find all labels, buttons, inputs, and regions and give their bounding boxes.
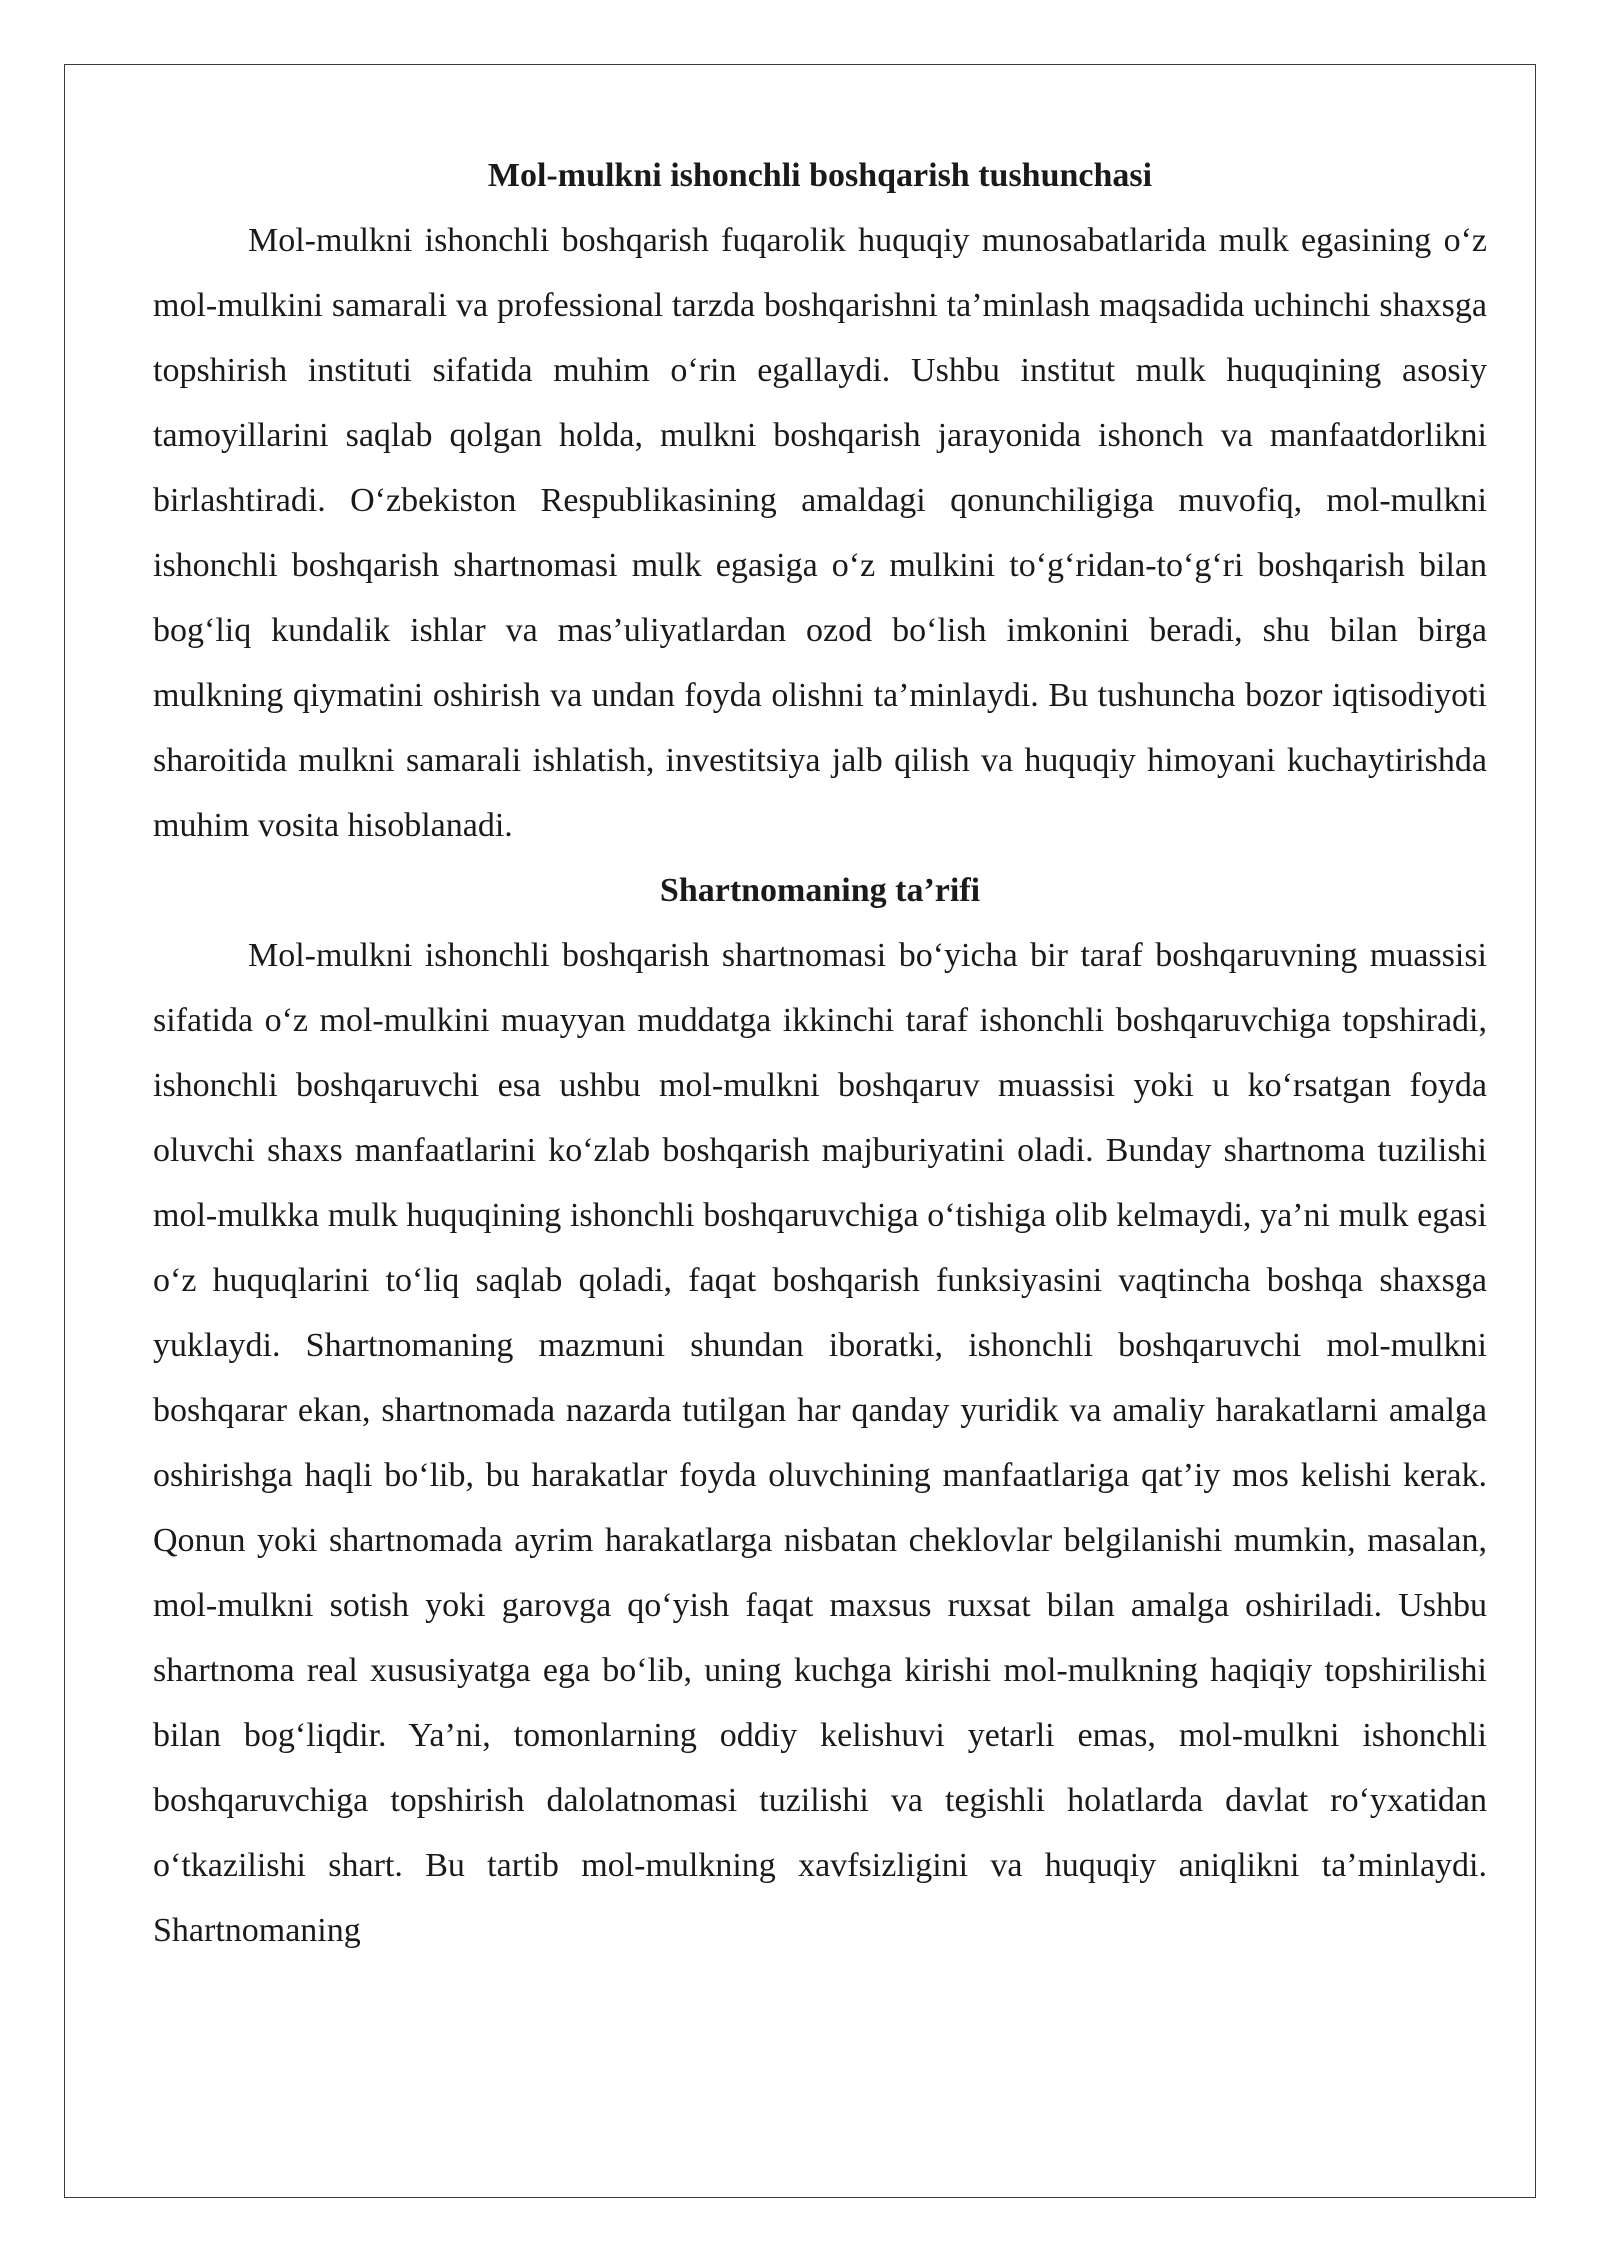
document-body bbox=[153, 143, 1487, 1963]
section-heading-concept: Mol-mulkni ishonchli boshqarish tushunchasi bbox=[487, 157, 1153, 194]
paragraph-definition: Mol-mulkni ishonchli boshqarish shartnomasi bo‘yicha bir taraf boshqaruvning muassisi sifatida o‘z mol-mulkini muayyan muddatga ikkinchi taraf ishonchli boshqaruvchiga topshiradi, ishonchli boshqaruvchi esa ushbu mol-mulkni boshqaruv muassisi yoki u ko‘rsatgan foyda oluvchi shaxs manfaatlarini ko‘zlab boshqarish majburiyatini oladi. Bunday shartnoma tuzilishi mol-mulkka mulk huquqining ishonchli boshqaruvchiga o‘tishiga olib kelmaydi, ya’ni mulk egasi o‘z huquqlarini to‘liq saqlab qoladi, faqat boshqarish funksiyasini vaqtincha boshqa shaxsga yuklaydi. Shartnomaning mazmuni shundan iboratki, ishonchli boshqaruvchi mol-mulkni boshqarar ekan, shartnomada nazarda tutilgan har qanday yuridik va amaliy harakatlarni amalga oshirishga haqli bo‘lib, bu harakatlar foyda oluvchining manfaatlariga qat’iy mos kelishi kerak. Qonun yoki shartnomada ayrim harakatlarga nisbatan cheklovlar belgilanishi mumkin, masalan, mol-mulkni sotish yoki garovga qo‘yish faqat maxsus ruxsat bilan amalga oshiriladi. Ushbu shartnoma real xususiyatga ega bo‘lib, uning kuchga kirishi mol-mulkning haqiqiy topshirilishi bilan bog‘liqdir. Ya’ni, tomonlarning oddiy kelishuvi yetarli emas, mol-mulkni ishonchli boshqaruvchiga topshirish dalolatnomasi tuzilishi va tegishli holatlarda davlat ro‘yxatidan o‘tkazilishi shart. Bu tartib mol-mulkning xavfsizligini va huquqiy aniqlikni ta’minlaydi. Shartnomaning bbox=[153, 937, 1487, 1949]
section-heading-definition: Shartnomaning ta’rifi bbox=[659, 872, 981, 909]
paragraph-concept: Mol-mulkni ishonchli boshqarish fuqarolik huquqiy munosabatlarida mulk egasining o‘z mol-mulkini samarali va professional tarzda boshqarishni ta’minlash maqsadida uchinchi shaxsga topshirish instituti sifatida muhim o‘rin egallaydi. Ushbu institut mulk huquqining asosiy tamoyillarini saqlab qolgan holda, mulkni boshqarish jarayonida ishonch va manfaatdorlikni birlashtiradi. O‘zbekiston Respublikasining amaldagi qonunchiligiga muvofiq, mol-mulkni ishonchli boshqarish shartnomasi mulk egasiga o‘z mulkini to‘g‘ridan-to‘g‘ri boshqarish bilan bog‘liq kundalik ishlar va mas’uliyatlardan ozod bo‘lish imkonini beradi, shu bilan birga mulkning qiymatini oshirish va undan foyda olishni ta’minlaydi. Bu tushuncha bozor iqtisodiyoti sharoitida mulkni samarali ishlatish, investitsiya jalb qilish va huquqiy himoyani kuchaytirishda muhim vosita hisoblanadi. bbox=[153, 222, 1487, 844]
